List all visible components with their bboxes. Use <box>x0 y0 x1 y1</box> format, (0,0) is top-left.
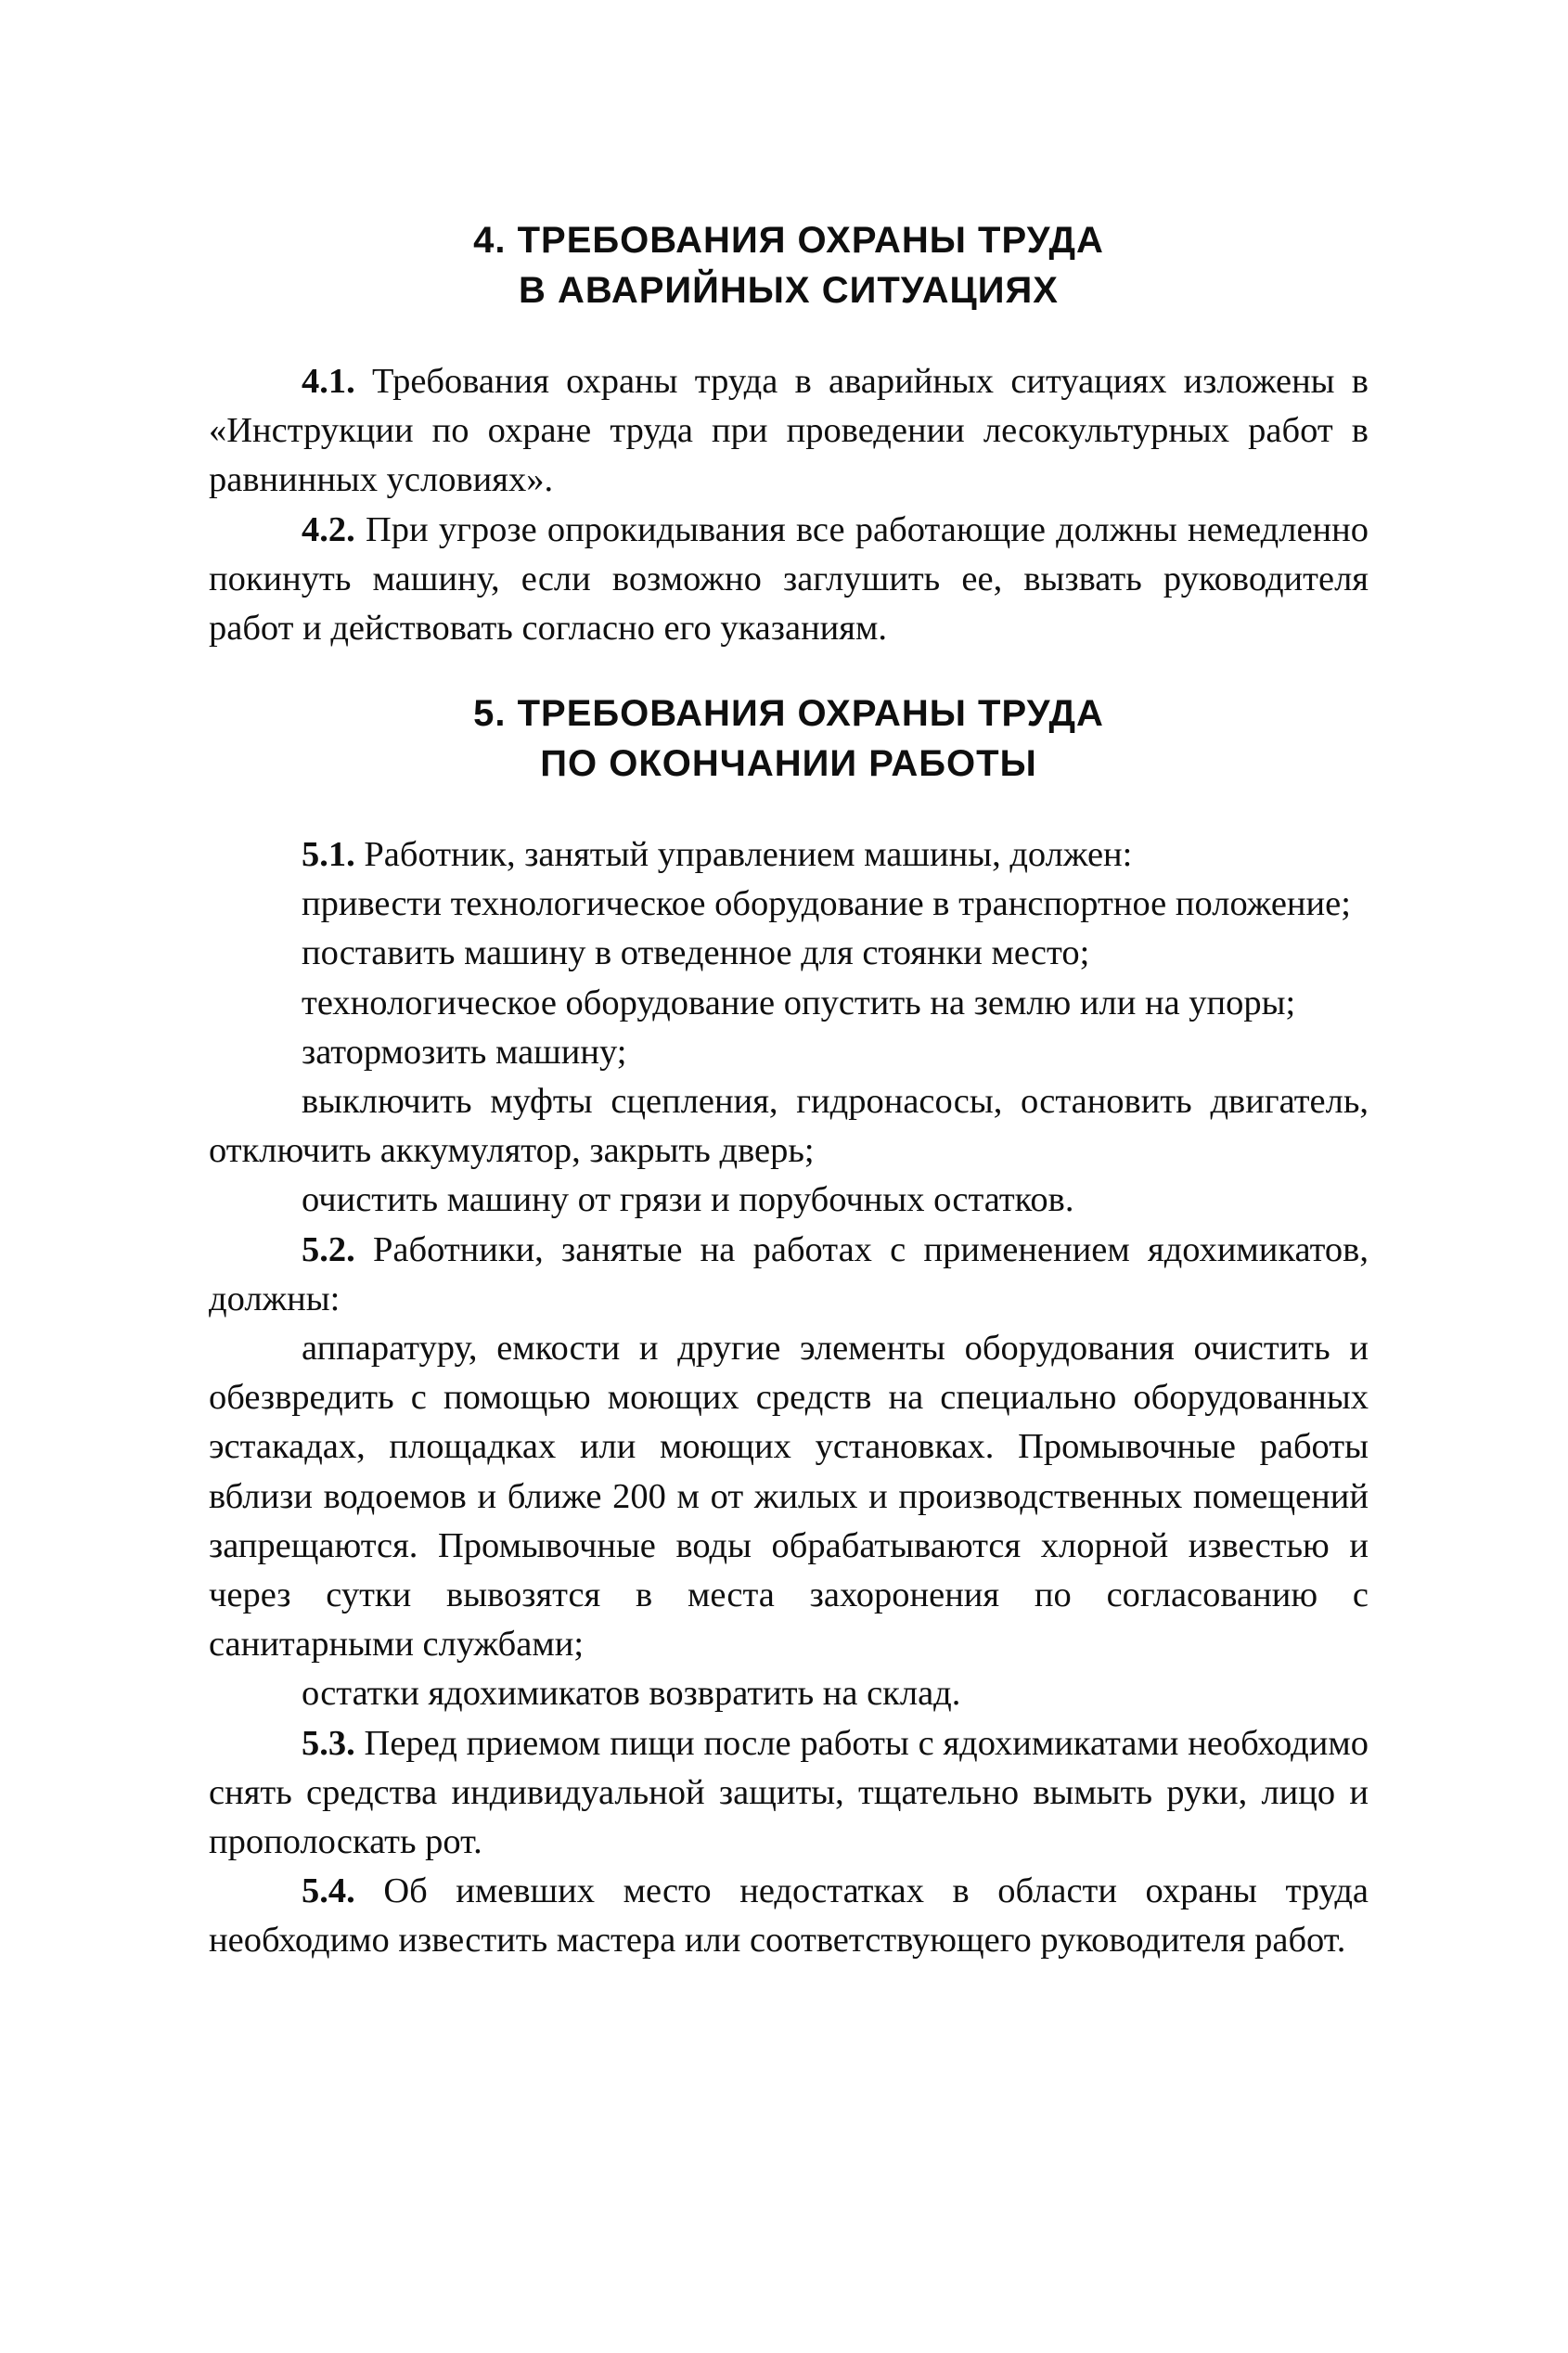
paragraph-5-4 <box>209 1867 1369 1965</box>
paragraph-5-3-text: Перед приемом пищи после работы с ядохимикатами необходимо снять средства индивидуальной защиты, тщательно вымыть руки, лицо и прополоскать рот. <box>209 1723 1369 1862</box>
paragraph-4-2-number: 4.2. <box>302 509 355 549</box>
list-item: поставить машину в отведенное для стоянки место; <box>302 933 1090 973</box>
paragraph-5-3 <box>209 1719 1369 1868</box>
list-item: привести технологическое оборудование в транспортное положение; <box>302 884 1351 924</box>
paragraph-4-2 <box>209 506 1369 654</box>
paragraph-4-1-number: 4.1. <box>302 362 355 401</box>
paragraph-5-2-text: Работники, занятые на работах с применением ядохимикатов, должны: <box>209 1229 1369 1318</box>
section-5-heading <box>209 688 1369 789</box>
paragraph-5-1 <box>209 830 1369 880</box>
list-item: технологическое оборудование опустить на землю или на упоры; <box>302 983 1296 1022</box>
paragraph-5-2 <box>209 1226 1369 1324</box>
section-4-heading-line1: 4. ТРЕБОВАНИЯ ОХРАНЫ ТРУДА <box>473 220 1104 261</box>
list-item: очистить машину от грязи и порубочных остатков. <box>302 1180 1074 1220</box>
paragraph-5-2-number: 5.2. <box>302 1229 355 1269</box>
section-5-heading-line1: 5. ТРЕБОВАНИЯ ОХРАНЫ ТРУДА <box>473 693 1104 734</box>
section-4-body <box>209 357 1369 653</box>
paragraph-5-1-text: Работник, занятый управлением машины, должен: <box>354 835 1133 874</box>
paragraph-5-1-number: 5.1. <box>302 835 355 874</box>
paragraph-4-1 <box>209 357 1369 506</box>
list-item: затормозить машину; <box>302 1032 627 1072</box>
paragraph-5-4-number: 5.4. <box>302 1871 355 1911</box>
list-item: аппаратуру, емкости и другие элементы оборудования очистить и обезвредить с помощью моющих средств на специально оборудованных эстакадах, площадках или моющих установках. Промывочные работы вблизи водоемов и ближе 200 м от жилых и производственных помещений запрещаются. Промывочные воды обрабатываются хлорной известью и через сутки вывозятся в места захоронения по согласованию с санитарными службами; <box>209 1329 1369 1665</box>
section-5-body <box>209 830 1369 1966</box>
section-5-heading-line2: ПО ОКОНЧАНИИ РАБОТЫ <box>540 743 1037 784</box>
paragraph-5-4-text: Об имевших место недостатках в области охраны труда необходимо известить мастера или соответствующего руководителя работ. <box>209 1871 1369 1961</box>
section-4-heading <box>209 215 1369 315</box>
section-4-heading-line2: В АВАРИЙНЫХ СИТУАЦИЯХ <box>519 270 1059 311</box>
paragraph-4-1-text: Требования охраны труда в аварийных ситуациях изложены в «Инструкции по охране труда при проведении лесокультурных работ в равнинных условиях». <box>209 362 1369 500</box>
list-item: остатки ядохимикатов возвратить на склад. <box>302 1674 961 1714</box>
paragraph-5-3-number: 5.3. <box>302 1723 355 1763</box>
list-item: выключить муфты сцепления, гидронасосы, остановить двигатель, отключить аккумулятор, закрыть дверь; <box>209 1082 1369 1171</box>
paragraph-4-2-text: При угрозе опрокидывания все работающие должны немедленно покинуть машину, если возможно заглушить ее, вызвать руководителя работ и действовать согласно его указаниям. <box>209 509 1369 649</box>
